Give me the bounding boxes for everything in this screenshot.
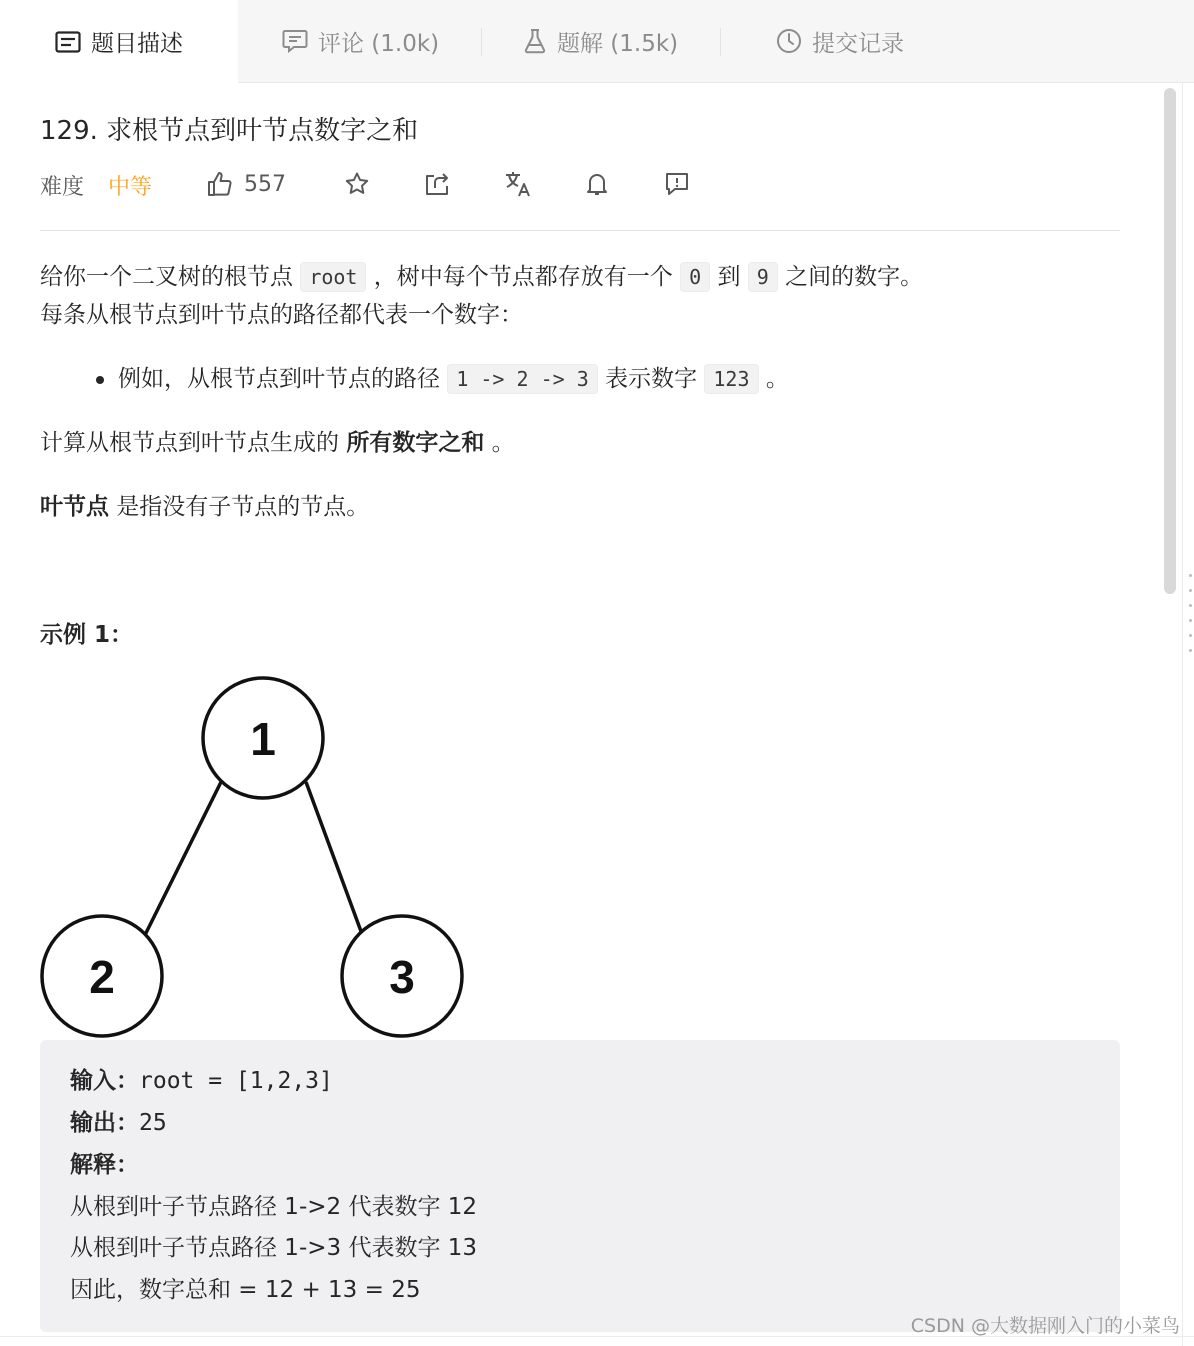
explain-detail-1: 从根到叶子节点路径 1->2 代表数字 12 xyxy=(70,1194,478,1220)
watermark: CSDN @大数据刚入门的小菜鸟 xyxy=(910,1315,1180,1337)
description-line-2: 每条从根节点到叶节点的路径都代表一个数字： xyxy=(40,302,523,328)
text: 例如，从根节点到叶节点的路径 xyxy=(118,366,448,392)
tab-comments[interactable] xyxy=(282,0,439,82)
example-tree-diagram xyxy=(40,672,470,1042)
inline-code: root xyxy=(300,262,366,292)
tab-submissions-label: 提交记录 xyxy=(812,30,904,57)
flask-icon xyxy=(523,28,547,54)
tab-solutions-label: 题解 (1.5k) xyxy=(557,30,679,57)
tab-bar xyxy=(0,0,1194,83)
difficulty-badge: 中等 xyxy=(108,175,153,200)
translate-icon xyxy=(503,170,533,198)
resize-grip-icon[interactable] xyxy=(1189,574,1193,664)
section-divider xyxy=(40,230,1120,231)
output-label: 输出： xyxy=(70,1110,139,1136)
input-value: root = [1,2,3] xyxy=(139,1068,333,1094)
example-heading: 示例 1： xyxy=(40,622,134,648)
comment-icon xyxy=(282,29,308,53)
star-icon xyxy=(343,170,371,198)
tree-edge xyxy=(144,782,221,937)
tree-edge xyxy=(306,782,362,934)
tab-separator xyxy=(481,28,482,56)
text: 。 xyxy=(484,430,515,456)
description-line-1 xyxy=(40,258,923,296)
description-line-3 xyxy=(40,424,515,462)
bell-icon xyxy=(583,170,611,198)
tab-description[interactable] xyxy=(0,0,238,83)
thumbs-up-icon xyxy=(206,170,234,198)
text: 。 xyxy=(758,366,789,392)
tab-separator xyxy=(720,28,721,56)
tree-node-label: 1 xyxy=(250,713,276,765)
tab-description-label: 题目描述 xyxy=(91,31,183,57)
feedback-icon xyxy=(663,170,691,198)
text: 计算从根节点到叶节点生成的 xyxy=(40,430,347,456)
description-bullet xyxy=(96,360,789,398)
output-line xyxy=(70,1104,167,1137)
bullet-dot xyxy=(96,376,104,384)
difficulty-label: 难度 xyxy=(40,175,85,200)
bold-text: 叶节点 xyxy=(40,494,109,520)
tree-node-label: 3 xyxy=(389,951,415,1003)
bold-text: 所有数字之和 xyxy=(346,430,485,456)
text: 是指没有子节点的节点。 xyxy=(109,494,370,520)
feedback-button[interactable] xyxy=(663,168,691,200)
inline-code: 123 xyxy=(704,364,758,394)
example-code-block xyxy=(40,1040,1120,1332)
explain-line xyxy=(70,1146,139,1179)
inline-code: 9 xyxy=(748,262,778,292)
description-line-4 xyxy=(40,488,369,526)
favorite-button[interactable] xyxy=(343,168,371,200)
problem-meta xyxy=(40,168,1120,202)
like-count: 557 xyxy=(244,171,286,197)
tree-node-label: 2 xyxy=(89,951,115,1003)
text: 给你一个二叉树的根节点 xyxy=(40,264,301,290)
text: 表示数字 xyxy=(597,366,705,392)
description-icon xyxy=(55,31,81,53)
output-value: 25 xyxy=(139,1110,167,1136)
problem-title: 129. 求根节点到叶节点数字之和 xyxy=(40,116,419,146)
tab-solutions[interactable] xyxy=(523,0,678,82)
text: ，树中每个节点都存放有一个 xyxy=(366,264,681,290)
inline-code: 1 -> 2 -> 3 xyxy=(447,364,597,394)
explain-detail-3: 因此，数字总和 = 12 + 13 = 25 xyxy=(70,1277,421,1303)
clock-icon xyxy=(776,28,802,54)
input-label: 输入： xyxy=(70,1068,139,1094)
tab-submissions[interactable] xyxy=(776,0,904,82)
scrollbar-thumb[interactable] xyxy=(1164,88,1176,594)
text: 之间的数字。 xyxy=(777,264,924,290)
inline-code: 0 xyxy=(680,262,710,292)
share-button[interactable] xyxy=(423,168,451,200)
explain-label: 解释： xyxy=(70,1152,139,1178)
explain-detail-2: 从根到叶子节点路径 1->3 代表数字 13 xyxy=(70,1235,478,1261)
notify-button[interactable] xyxy=(583,168,611,200)
translate-button[interactable] xyxy=(503,168,533,200)
share-icon xyxy=(423,170,451,198)
text: 到 xyxy=(710,264,748,290)
panel-edge xyxy=(1182,82,1183,1346)
like-button[interactable] xyxy=(206,168,286,200)
tab-comments-label: 评论 (1.0k) xyxy=(318,30,440,57)
input-line xyxy=(70,1062,333,1095)
